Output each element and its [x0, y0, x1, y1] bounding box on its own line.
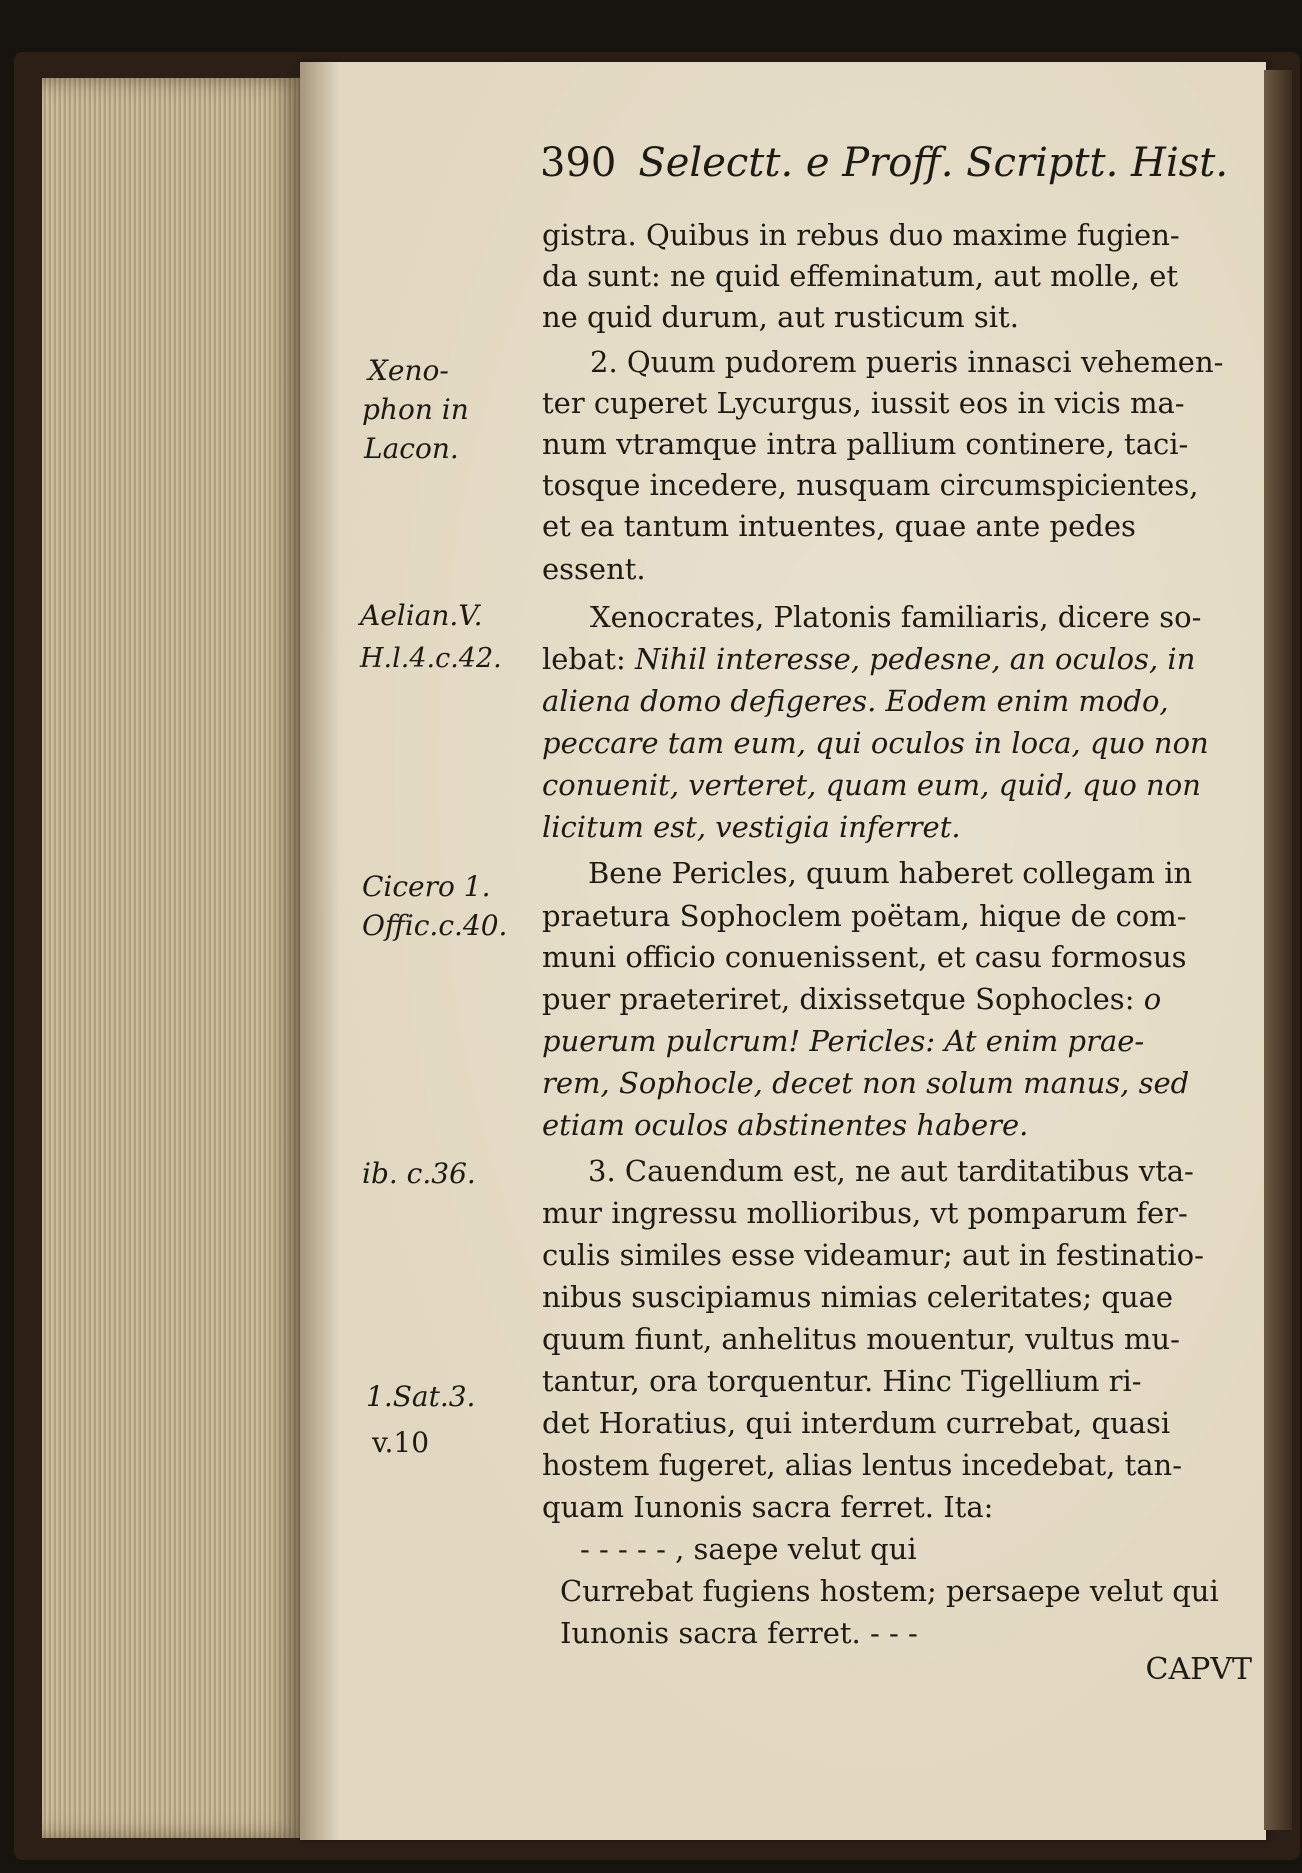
- text-line: licitum est, vestigia inferret.: [542, 810, 961, 844]
- text-line: praetura Sophoclem poëtam, hique de com-: [542, 899, 1187, 933]
- text-line: [542, 980, 1161, 1018]
- text-line: gistra. Quibus in rebus duo maxime fugien-: [542, 218, 1180, 252]
- margin-note: ib. c.36.: [362, 1157, 476, 1190]
- text-line: puerum pulcrum! Pericles: At enim prae-: [542, 1024, 1145, 1058]
- text-line: peccare tam eum, qui oculos in loca, quo non: [542, 726, 1209, 760]
- text-line: nibus suscipiamus nimias celeritates; quae: [542, 1280, 1174, 1314]
- text-line: conuenit, verteret, quam eum, quid, quo non: [542, 768, 1201, 802]
- text-line: quam Iunonis sacra ferret. Ita:: [542, 1490, 994, 1524]
- text-line: quum fiunt, anhelitus mouentur, vultus mu-: [542, 1322, 1180, 1356]
- right-page-edge: [1264, 70, 1292, 1830]
- text-line: rem, Sophocle, decet non solum manus, sed: [542, 1066, 1190, 1100]
- text-line: culis similes esse videamur; aut in festinatio-: [542, 1238, 1204, 1272]
- margin-note: Offic.c.40.: [362, 909, 508, 942]
- margin-note: Cicero 1.: [362, 870, 491, 903]
- text-line: Xenocrates, Platonis familiaris, dicere so-: [590, 600, 1202, 634]
- text-run-italic: o: [1143, 982, 1162, 1016]
- margin-note: Xeno-: [368, 354, 449, 387]
- text-line: Iunonis sacra ferret. - - -: [560, 1616, 918, 1650]
- catchword: CAPVT: [1145, 1652, 1252, 1687]
- text-line: tantur, ora torquentur. Hinc Tigellium ri-: [542, 1364, 1142, 1398]
- page-number: 390: [540, 140, 617, 186]
- text-line: da sunt: ne quid effeminatum, aut molle, et: [542, 259, 1179, 293]
- text-line: - - - - - , saepe velut qui: [580, 1532, 917, 1566]
- text-line: ter cuperet Lycurgus, iussit eos in vicis ma-: [542, 386, 1185, 420]
- margin-note: H.l.4.c.42.: [360, 643, 502, 674]
- margin-note: v.10: [372, 1426, 430, 1459]
- text-line: tosque incedere, nusquam circumspicientes,: [542, 468, 1199, 502]
- text-line: num vtramque intra pallium continere, taci-: [542, 427, 1189, 461]
- margin-note: Aelian.V.: [360, 599, 483, 632]
- text-line: et ea tantum intuentes, quae ante pedes: [542, 509, 1136, 543]
- text-line: hostem fugeret, alias lentus incedebat, tan-: [542, 1448, 1183, 1482]
- text-line: 2. Quum pudorem pueris innasci vehemen-: [590, 345, 1224, 379]
- text-line: [542, 640, 1195, 678]
- text-line: Bene Pericles, quum haberet collegam in: [588, 856, 1193, 890]
- running-head: [540, 140, 1228, 186]
- text-line: 3. Cauendum est, ne aut tarditatibus vta-: [588, 1154, 1194, 1188]
- text-line: mur ingressu mollioribus, vt pomparum fer-: [542, 1196, 1188, 1230]
- text-line: muni officio conuenissent, et casu formosus: [542, 940, 1187, 974]
- text-line: essent.: [542, 552, 646, 586]
- text-line: ne quid durum, aut rusticum sit.: [542, 300, 1019, 334]
- running-title: Selectt. e Proff. Scriptt. Hist.: [638, 140, 1229, 186]
- text-line: aliena domo defigeres. Eodem enim modo,: [542, 684, 1169, 718]
- text-run-italic: Nihil interesse, pedesne, an oculos, in: [634, 642, 1196, 676]
- text-run: puer praeteriret, dixissetque Sophocles:: [542, 982, 1135, 1016]
- margin-note: phon in: [362, 393, 469, 426]
- margin-note: Lacon.: [364, 432, 459, 465]
- text-line: Currebat fugiens hostem; persaepe velut qui: [560, 1574, 1219, 1608]
- text-line: det Horatius, qui interdum currebat, quasi: [542, 1406, 1171, 1440]
- text-line: etiam oculos abstinentes habere.: [542, 1108, 1029, 1142]
- text-run: lebat:: [542, 642, 626, 676]
- page-edges: [42, 78, 306, 1838]
- margin-note: 1.Sat.3.: [366, 1380, 476, 1413]
